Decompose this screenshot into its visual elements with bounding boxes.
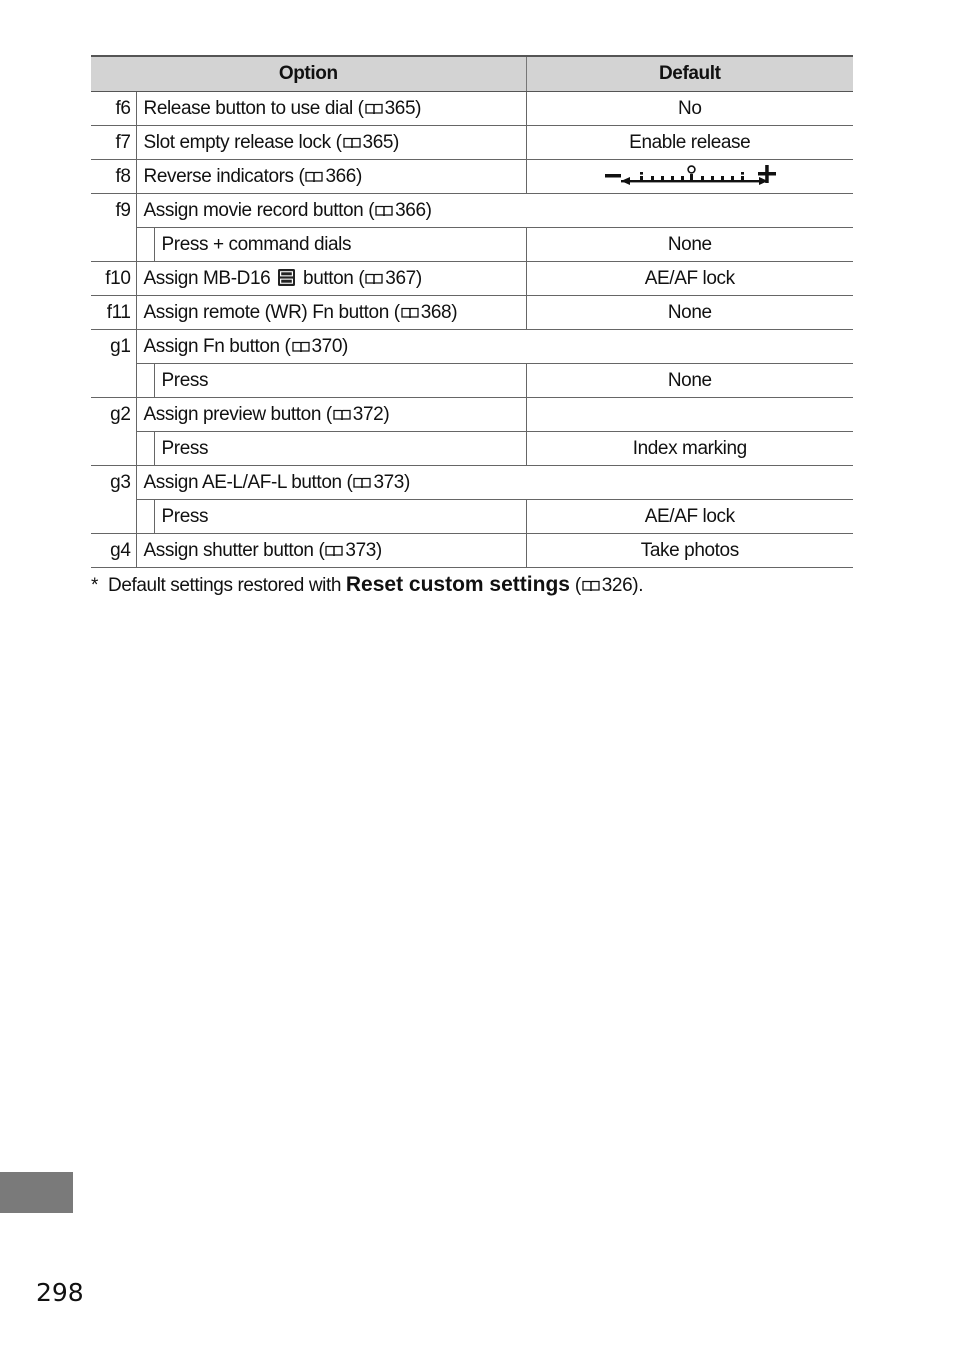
table-subrow-g2 — [91, 432, 853, 466]
page-reference: 370 — [311, 336, 343, 357]
section-tab-marker — [0, 1172, 73, 1213]
indent-spacer — [136, 228, 154, 262]
setting-option — [136, 160, 526, 194]
option-text: Assign AE-L/AF-L button ( — [143, 472, 353, 493]
setting-code: g1 — [91, 330, 136, 398]
option-text: Reverse indicators ( — [143, 166, 305, 187]
option-text: Assign Fn button ( — [143, 336, 291, 357]
footnote-page-reference: 326 — [601, 575, 633, 596]
page-reference: 366 — [395, 200, 426, 221]
table-header-row — [91, 56, 853, 92]
page-reference: 367 — [385, 268, 416, 289]
footnote-marker: * — [91, 575, 98, 596]
table-subrow-g1 — [91, 364, 853, 398]
option-text-close: ) — [342, 336, 348, 357]
option-text: Assign remote (WR) Fn button ( — [143, 302, 400, 323]
setting-option — [136, 194, 853, 228]
sub-default: Index marking — [632, 438, 747, 459]
book-reference-icon — [582, 580, 600, 592]
option-text-close: ) — [451, 302, 458, 323]
setting-default: No — [678, 98, 702, 119]
page-reference: 373 — [373, 472, 404, 493]
setting-code: f6 — [91, 92, 136, 126]
footnote-text: Default settings restored with — [108, 575, 346, 596]
book-reference-icon — [365, 103, 383, 115]
setting-default: Take photos — [640, 540, 739, 561]
setting-code: f7 — [91, 126, 136, 160]
setting-default-empty — [526, 398, 853, 432]
setting-option — [136, 92, 526, 126]
book-reference-icon — [343, 137, 361, 149]
option-text: Assign movie record button ( — [143, 200, 375, 221]
table-subrow-f9 — [91, 228, 853, 262]
book-reference-icon — [292, 341, 310, 353]
custom-settings-defaults-table — [91, 55, 853, 568]
indent-spacer — [136, 432, 154, 466]
table-subrow-g3 — [91, 500, 853, 534]
option-text-close: ) — [375, 540, 382, 561]
page-reference: 365 — [384, 98, 416, 119]
setting-option — [136, 126, 526, 160]
page-reference: 365 — [362, 132, 394, 153]
table-row-g1 — [91, 330, 853, 364]
table-row-f7 — [91, 126, 853, 160]
book-reference-icon — [325, 545, 343, 557]
footnote — [91, 573, 643, 597]
setting-code: g3 — [91, 466, 136, 534]
sub-default: None — [667, 370, 712, 391]
footnote-bold-term: Reset custom settings — [345, 573, 570, 596]
setting-option — [136, 398, 526, 432]
sub-default: AE/AF lock — [644, 506, 735, 527]
table-row-g4 — [91, 534, 853, 568]
setting-code: f10 — [91, 262, 136, 296]
setting-code: f8 — [91, 160, 136, 194]
table-row-f8 — [91, 160, 853, 194]
option-text-close: ) — [383, 404, 390, 425]
table-row-f11 — [91, 296, 853, 330]
sub-option: Press — [154, 364, 526, 398]
column-header-default: Default — [526, 56, 853, 92]
option-text-close: ) — [415, 98, 422, 119]
option-text-close: ) — [415, 268, 422, 289]
ae-af-lock-icon — [278, 269, 295, 286]
setting-option — [136, 330, 853, 364]
page-reference: 368 — [420, 302, 452, 323]
setting-option — [136, 262, 526, 296]
page-reference: 372 — [352, 404, 384, 425]
book-reference-icon — [365, 273, 383, 285]
footnote-text-end: ). — [632, 575, 644, 596]
column-header-option: Option — [91, 56, 526, 92]
indent-spacer — [136, 364, 154, 398]
setting-default: Enable release — [629, 132, 751, 153]
sub-option: Press — [154, 432, 526, 466]
sub-option: Press — [154, 500, 526, 534]
option-text-close: ) — [425, 200, 432, 221]
option-text: Assign preview button ( — [143, 404, 332, 425]
option-text: Assign shutter button ( — [143, 540, 325, 561]
option-text-close: ) — [393, 132, 399, 153]
book-reference-icon — [333, 409, 351, 421]
page-reference: 373 — [345, 540, 376, 561]
option-text: Slot empty release lock ( — [143, 132, 342, 153]
book-reference-icon — [375, 205, 393, 217]
page-number: 298 — [36, 1278, 84, 1307]
setting-default — [526, 160, 853, 194]
book-reference-icon — [401, 307, 419, 319]
table-row-f6 — [91, 92, 853, 126]
setting-code: f9 — [91, 194, 136, 262]
page-reference: 366 — [325, 166, 356, 187]
sub-option: Press + command dials — [154, 228, 526, 262]
table-row-f10 — [91, 262, 853, 296]
option-text: Release button to use dial ( — [143, 98, 364, 119]
table-row-g3 — [91, 466, 853, 500]
book-reference-icon — [353, 477, 371, 489]
setting-option — [136, 296, 526, 330]
setting-code: g2 — [91, 398, 136, 466]
setting-default: None — [667, 302, 712, 323]
setting-option — [136, 466, 853, 500]
option-text-close: ) — [355, 166, 362, 187]
setting-option — [136, 534, 526, 568]
sub-default: None — [667, 234, 712, 255]
setting-default: AE/AF lock — [644, 268, 735, 289]
option-text-suffix: button ( — [298, 268, 365, 289]
setting-code: f11 — [91, 296, 136, 330]
book-reference-icon — [305, 171, 323, 183]
footnote-text-mid: ( — [569, 575, 581, 596]
table-row-g2 — [91, 398, 853, 432]
option-text: Assign MB-D16 — [143, 268, 276, 289]
setting-code: g4 — [91, 534, 136, 568]
exposure-indicator-icon — [604, 164, 776, 190]
indent-spacer — [136, 500, 154, 534]
option-text-close: ) — [403, 472, 410, 493]
table-row-f9 — [91, 194, 853, 228]
